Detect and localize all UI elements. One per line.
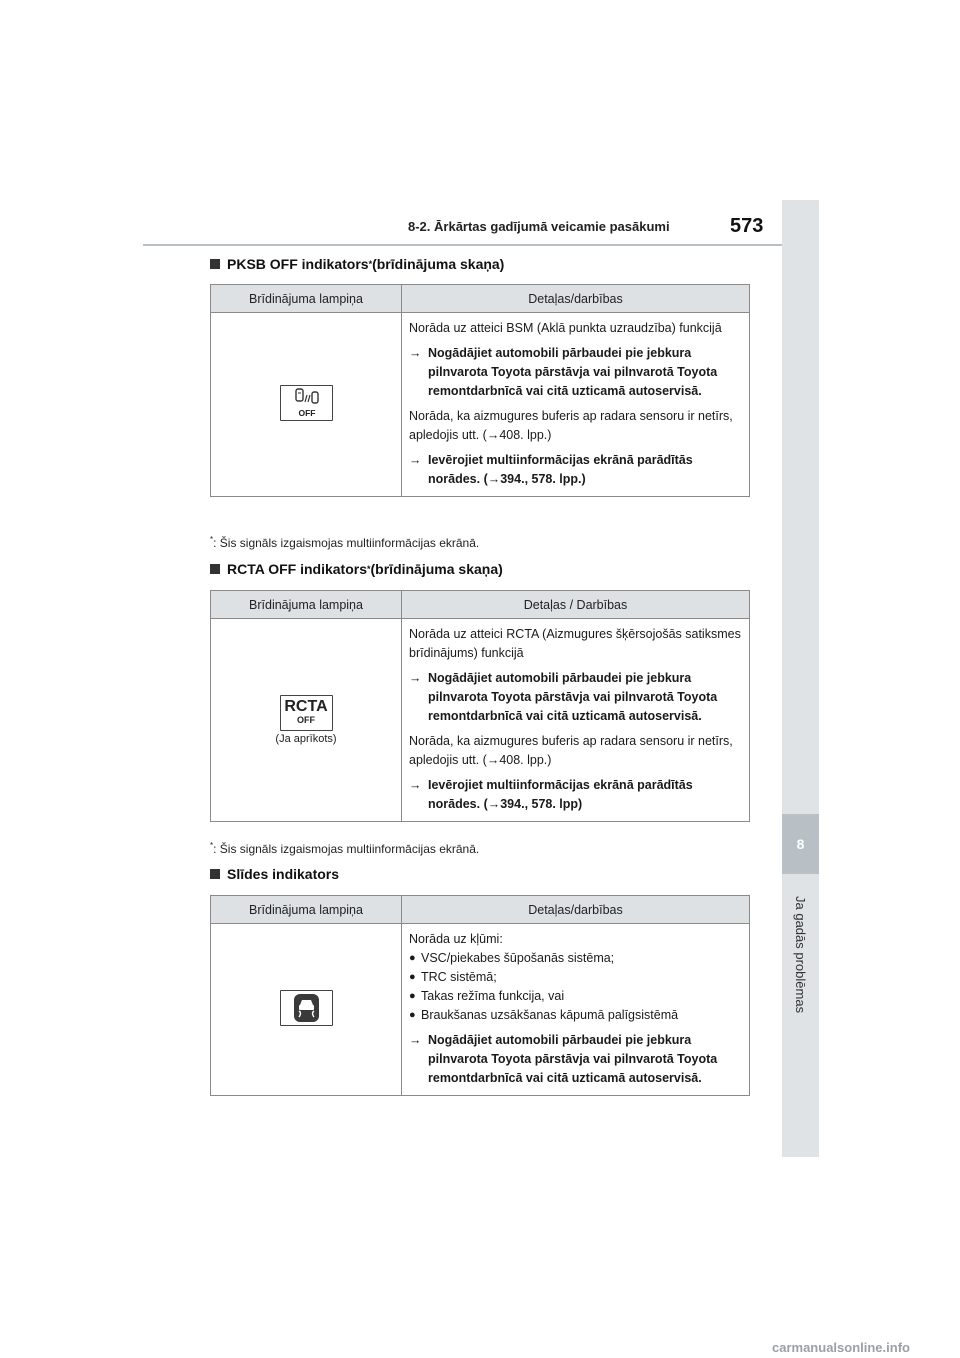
- footnote-pksb: [210, 535, 479, 550]
- action-item: [409, 776, 741, 814]
- bullet-text: VSC/piekabes šūpošanās sistēma;: [421, 951, 615, 965]
- column-header-details: Detaļas / Darbības: [402, 591, 750, 619]
- arrow-icon: →: [409, 778, 422, 792]
- footnote-text: : Šis signāls izgaismojas multiinformācijas ekrānā.: [213, 536, 480, 550]
- chapter-number-tab: 8: [782, 814, 819, 874]
- bullet-icon: ●: [409, 952, 416, 964]
- bullet-icon: ●: [409, 990, 416, 1002]
- icon-caption: (Ja aprīkots): [275, 733, 337, 745]
- arrow-icon: →: [409, 346, 422, 360]
- column-header-lamp: Brīdinājuma lampiņa: [211, 591, 402, 619]
- section-heading-suffix: (brīdinājuma skaņa): [370, 561, 503, 577]
- section-heading-slip: [210, 866, 339, 882]
- arrow-icon: →: [409, 1033, 422, 1047]
- bullet-item: [409, 949, 741, 968]
- arrow-icon: →: [409, 671, 422, 685]
- column-header-details: Detaļas/darbības: [402, 285, 750, 313]
- bullet-icon: ●: [409, 1009, 416, 1021]
- section-heading-text: Slīdes indikators: [227, 866, 340, 882]
- lamp-cell: [211, 619, 402, 822]
- asterisk-mark: *: [210, 535, 214, 544]
- column-header-details: Detaļas/darbības: [402, 896, 750, 924]
- pksb-icon-label: OFF: [298, 408, 315, 418]
- square-bullet-icon: [210, 564, 220, 574]
- section-heading-suffix: (brīdinājuma skaņa): [372, 256, 505, 272]
- action-item: [409, 344, 741, 401]
- arrow-icon: →: [409, 453, 422, 467]
- rcta-icon-off-text: OFF: [297, 715, 315, 725]
- warning-table-rcta: [210, 590, 750, 822]
- asterisk-mark: *: [210, 841, 214, 850]
- square-bullet-icon: [210, 259, 220, 269]
- slip-indicator-icon: [280, 990, 333, 1026]
- watermark: carmanualsonline.info: [772, 1340, 910, 1355]
- rcta-icon-text: RCTA: [284, 698, 328, 715]
- action-text: Ievērojiet multiinformācijas ekrānā parādītās norādes. (→394., 578. lpp.): [428, 453, 693, 486]
- details-cell: [402, 924, 750, 1096]
- detail-text: Norāda, ka aizmugures buferis ap radara sensoru ir netīrs, apledojis utt. (→408. lpp.): [409, 409, 733, 442]
- bullet-item: [409, 968, 741, 987]
- detail-text: Norāda, ka aizmugures buferis ap radara sensoru ir netīrs, apledojis utt. (→408. lpp.): [409, 734, 733, 767]
- section-heading-pksb: [210, 256, 504, 272]
- pksb-off-indicator-icon: [280, 385, 333, 421]
- column-header-lamp: Brīdinājuma lampiņa: [211, 896, 402, 924]
- chapter-title-label: Ja gadās problēmas: [793, 896, 808, 1014]
- warning-table-pksb: [210, 284, 750, 497]
- details-cell: [402, 313, 750, 497]
- detail-text: Norāda uz atteici RCTA (Aizmugures šķērsojošās satiksmes brīdinājums) funkcijā: [409, 627, 741, 660]
- action-text: Nogādājiet automobili pārbaudei pie jebkura pilnvarota Toyota pārstāvja vai pilnvarotā Toyota remontdarbnīcā vai citā uzticamā autoservisā.: [428, 346, 718, 398]
- warning-table-slip: [210, 895, 750, 1096]
- bullet-text: TRC sistēmā;: [421, 970, 497, 984]
- footnote-text: : Šis signāls izgaismojas multiinformācijas ekrānā.: [213, 842, 480, 856]
- section-heading-text: PKSB OFF indikators: [227, 256, 369, 272]
- footnote-rcta: [210, 841, 479, 856]
- action-item: [409, 451, 741, 489]
- asterisk-mark: *: [368, 259, 373, 269]
- column-header-lamp: Brīdinājuma lampiņa: [211, 285, 402, 313]
- header-rule: [143, 244, 782, 246]
- details-cell: [402, 619, 750, 822]
- page-number: 573: [730, 215, 764, 237]
- action-text: Nogādājiet automobili pārbaudei pie jebkura pilnvarota Toyota pārstāvja vai pilnvarotā Toyota remontdarbnīcā vai citā uzticamā autoservisā.: [428, 1033, 718, 1085]
- bullet-icon: ●: [409, 971, 416, 983]
- detail-text: Norāda uz kļūmi:: [409, 932, 503, 946]
- bullet-text: Braukšanas uzsākšanas kāpumā palīgsistēmā: [421, 1008, 679, 1022]
- action-text: Nogādājiet automobili pārbaudei pie jebkura pilnvarota Toyota pārstāvja vai pilnvarotā Toyota remontdarbnīcā vai citā uzticamā autoservisā.: [428, 671, 718, 723]
- rcta-off-indicator-icon: [280, 695, 333, 731]
- action-item: [409, 1031, 741, 1088]
- asterisk-mark: *: [367, 564, 371, 574]
- action-item: [409, 669, 741, 726]
- bullet-text: Takas režīma funkcija, vai: [421, 989, 565, 1003]
- bullet-item: [409, 987, 741, 1006]
- square-bullet-icon: [210, 869, 220, 879]
- lamp-cell: [211, 924, 402, 1096]
- bullet-item: [409, 1006, 741, 1025]
- action-text: Ievērojiet multiinformācijas ekrānā parādītās norādes. (→394., 578. lpp): [428, 778, 693, 811]
- section-title: 8-2. Ārkārtas gadījumā veicamie pasākumi: [408, 219, 670, 234]
- chapter-title-vertical: [782, 880, 819, 1030]
- section-heading-text: RCTA OFF indikators: [227, 561, 367, 577]
- section-heading-rcta: [210, 561, 503, 577]
- detail-text: Norāda uz atteici BSM (Aklā punkta uzraudzība) funkcijā: [409, 321, 722, 335]
- lamp-cell: [211, 313, 402, 497]
